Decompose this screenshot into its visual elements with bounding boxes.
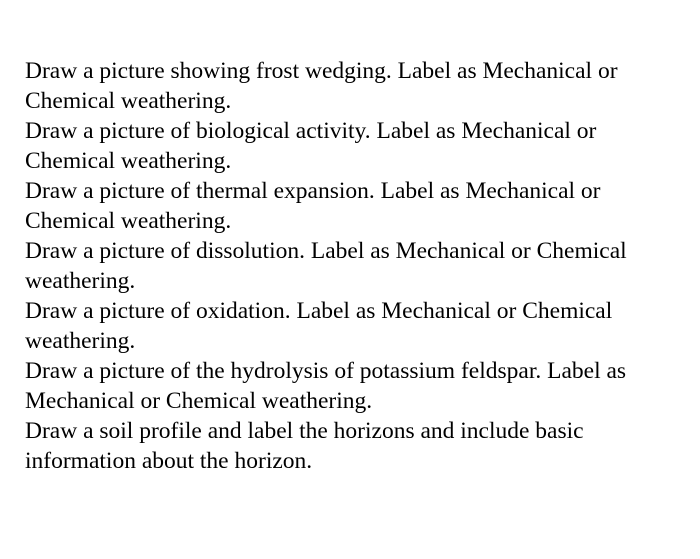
text-line: Chemical weathering. [25,148,232,174]
text-line: weathering. [25,268,136,294]
text-line: information about the horizon. [25,448,313,474]
text-line: Draw a picture showing frost wedging. Label as Mechanical or [25,58,618,84]
text-line: Draw a picture of biological activity. Label as Mechanical or [25,118,597,144]
text-line: Draw a picture of oxidation. Label as Mechanical or Chemical [25,298,613,324]
text-line: Draw a soil profile and label the horizons and include basic [25,418,584,444]
text-line: weathering. [25,328,136,354]
text-line: Chemical weathering. [25,88,232,114]
text-line: Mechanical or Chemical weathering. [25,388,373,414]
text-line: Draw a picture of thermal expansion. Label as Mechanical or [25,178,601,204]
instructions-text [25,56,695,476]
text-line: Draw a picture of dissolution. Label as Mechanical or Chemical [25,238,627,264]
text-line: Chemical weathering. [25,208,232,234]
text-line: Draw a picture of the hydrolysis of potassium feldspar. Label as [25,358,627,384]
